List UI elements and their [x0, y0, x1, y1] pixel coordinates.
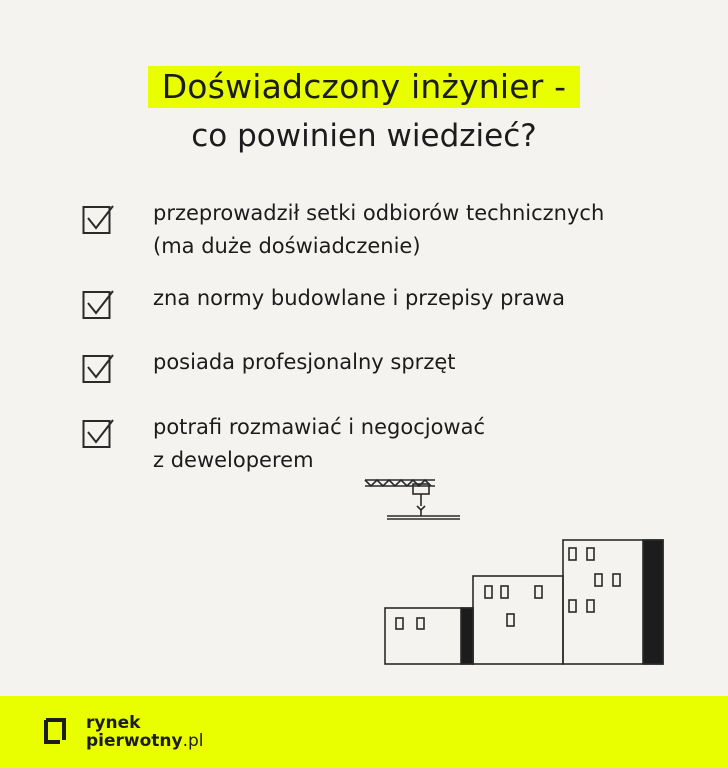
- checklist-item-text: posiada profesjonalny sprzęt: [153, 350, 456, 374]
- logo-word-rynek: rynek: [86, 713, 141, 733]
- title-subline: co powinien wiedzieć?: [191, 118, 537, 154]
- logo-mark-icon: [40, 718, 68, 746]
- footer-bar: [0, 696, 728, 768]
- checklist-item-text: potrafi rozmawiać i negocjować z deweloperem: [153, 415, 486, 472]
- title-highlighted: Doświadczony inżynier -: [148, 66, 581, 108]
- city-illustration: [355, 470, 675, 670]
- crane-illustration: [365, 480, 460, 519]
- buildings-illustration: [385, 540, 663, 664]
- checkbox-checked-icon: [82, 352, 116, 386]
- checklist-item-text: zna normy budowlane i przepisy prawa: [153, 286, 565, 310]
- logo-tld: .pl: [182, 731, 204, 751]
- checkbox-checked-icon: [82, 203, 116, 237]
- checklist-item-text: przeprowadził setki odbiorów technicznych (ma duże doświadczenie): [153, 201, 605, 258]
- checkbox-checked-icon: [82, 288, 116, 322]
- header: [0, 66, 728, 156]
- checkbox-checked-icon: [82, 417, 116, 451]
- logo: [86, 714, 204, 750]
- logo-word-pierwotny: pierwotny.pl: [86, 731, 204, 751]
